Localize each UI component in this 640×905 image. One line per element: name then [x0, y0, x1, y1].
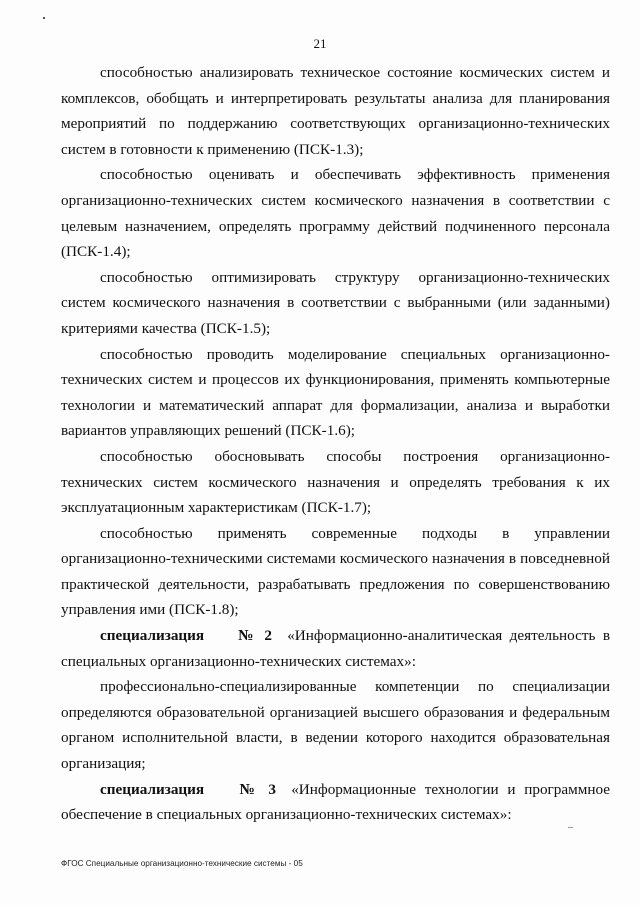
page-number: 21 — [313, 36, 327, 51]
paragraph-psk-1-5: способностью оптимизировать структуру организационно-технических систем космического назначения в соответствии с выбранными (или заданными) критериями качества (ПСК-1.5); — [61, 268, 610, 337]
specialization-2-title: «Информационно-аналитическая деятельность в специальных организационно-технических системах»: — [61, 627, 611, 670]
specialization-3-label: специализация — [100, 780, 205, 798]
specialization-2-number: № 2 — [234, 627, 273, 645]
paragraph-psk-1-7: способностью обосновывать способы построения организационно-технических систем космического назначения и определять требования к их эксплуатационным характеристикам (ПСК-1.7); — [61, 447, 610, 517]
document-footer: ФГОС Специальные организационно-технические системы - 05 — [61, 859, 303, 868]
specialization-3-heading — [61, 777, 610, 828]
specialization-2-label: специализация — [100, 627, 205, 645]
specialization-3-number: № 3 — [234, 780, 276, 798]
specialization-2-competencies: профессионально-специализированные компетенции по специализации определяются образовательной организацией высшего образования и федеральным органом исполнительной власти, в ведении которого находится образовательная организация; — [61, 678, 610, 773]
specialization-2-heading — [61, 623, 610, 674]
scan-artifact-dot — [43, 17, 45, 19]
page-body — [61, 60, 610, 828]
paragraph-psk-1-3: способностью анализировать техническое состояние космических систем и комплексов, обобщать и интерпретировать результаты анализа для планирования мероприятий по поддержанию соответствующих организационно-технических систем в готовности к применению (ПСК-1.3); — [61, 64, 610, 158]
scan-artifact-dash — [568, 827, 573, 828]
paragraph-psk-1-8: способностью применять современные подходы в управлении организационно-техническими системами космического назначения в повседневной практической деятельности, разрабатывать предложения по совершенствованию управления ими (ПСК-1.8); — [61, 524, 610, 619]
paragraph-psk-1-6: способностью проводить моделирование специальных организационно-технических систем и процессов их функционирования, применять компьютерные технологии и математический аппарат для формализации, анализа и выработки вариантов управляющих решений (ПСК-1.6); — [61, 345, 610, 440]
specialization-3-title: «Информационные технологии и программное обеспечение в специальных организационно-технических системах»: — [61, 780, 610, 824]
paragraph-psk-1-4: способностью оценивать и обеспечивать эффективность применения организационно-технических систем космического назначения в соответствии с целевым назначением, определять программу действий подчиненного персонала (ПСК-1.4); — [61, 166, 610, 261]
